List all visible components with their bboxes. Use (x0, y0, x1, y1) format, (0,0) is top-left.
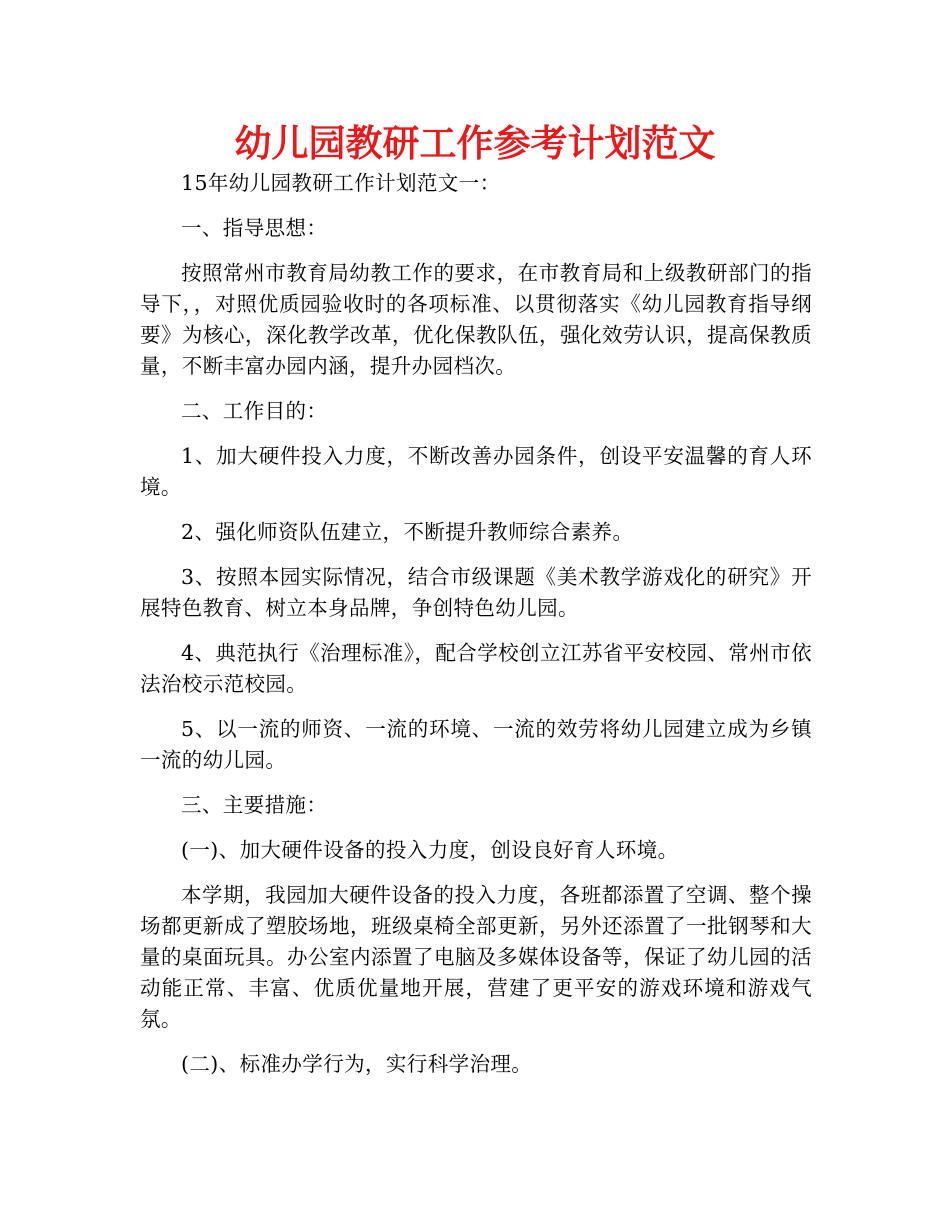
paragraph-goal-3: 3、按照本园实际情况，结合市级课题《美术教学游戏化的研究》开展特色教育、树立本身品牌，争创特色幼儿园。 (140, 565, 812, 620)
document-title: 幼儿园教研工作参考计划范文 (234, 122, 716, 165)
document-body (140, 168, 812, 1094)
paragraph-heading-main-measures: 三、主要措施： (181, 793, 328, 817)
paragraph-goal-1: 1、加大硬件投入力度，不断改善办园条件，创设平安温馨的育人环境。 (140, 444, 812, 499)
paragraph-goal-5: 5、以一流的师资、一流的环境、一流的效劳将幼儿园建立成为乡镇一流的幼儿园。 (140, 717, 812, 772)
paragraph-intro: 15年幼儿园教研工作计划范文一： (181, 171, 501, 195)
paragraph-measure-1-body: 本学期，我园加大硬件设备的投入力度，各班都添置了空调、整个操场都更新成了塑胶场地，班级桌椅全部更新，另外还添置了一批钢琴和大量的桌面玩具。办公室内添置了电脑及多媒体设备等，保证了幼儿园的活动能正常、丰富、优质优量地开展，营建了更平安的游戏环境和游戏气氛。 (140, 883, 812, 1031)
paragraph-measure-1-heading: (一)、加大硬件设备的投入力度，创设良好育人环境。 (181, 838, 679, 862)
paragraph-goal-4: 4、典范执行《治理标准》，配合学校创立江苏省平安校园、常州市依法治校示范校园。 (140, 641, 812, 696)
paragraph-goal-2: 2、强化师资队伍建立，不断提升教师综合素养。 (181, 520, 634, 544)
paragraph-measure-2-heading: (二)、标准办学行为，实行科学治理。 (181, 1052, 533, 1076)
paragraph-guiding-thought: 按照常州市教育局幼教工作的要求，在市教育局和上级教研部门的指导下，，对照优质园验收时的各项标准、以贯彻落实《幼儿园教育指导纲要》为核心，深化教学改革，优化保教队伍，强化效劳认识，提高保教质量，不断丰富办园内涵，提升办园档次。 (140, 261, 812, 378)
paragraph-heading-work-goals: 二、工作目的： (181, 399, 328, 423)
paragraph-heading-guiding-thought: 一、指导思想： (181, 216, 328, 240)
